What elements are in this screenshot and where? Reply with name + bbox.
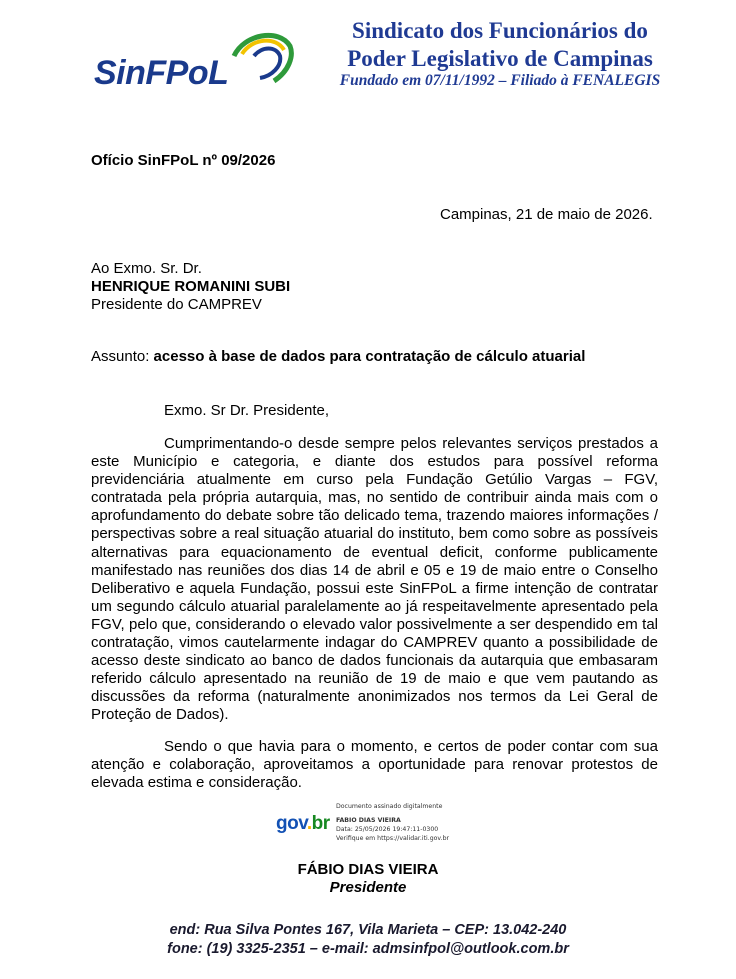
paragraph-1-text: Cumprimentando-o desde sempre pelos relevantes serviços prestados a este Município e categoria, e diante dos estudos para possível reforma previdenciária atualmente em curso pela Fundação Getúlio Vargas – FGV, contratada pela própria autarquia, mas, no sentido de contribuir ainda mais com o aprofundamento do debate sobre tão delicado tema, trazendo maiores informações / perspectivas sobre a real situação atuarial do instituto, bem como sobre as possíveis alternativas para equacionamento de eventual deficit, conforme publicamente manifestado nas reuniões dos dias 14 de abril e 05 e 19 de maio entre o Conselho Deliberativo e aquela Fundação, possui este SinFPoL a firme intenção de contratar um segundo cálculo atuarial paralelamente ao já respeitavelmente apresentado pela FGV, pelo que, considerando o elevado valor possivelmente a ser despendido em tal contratação, vimos cautelarmente indagar do CAMPREV quanto a possibilidade de acesso deste sindicato ao banco de dados funcionais da autarquia que embasaram referido cálculo apresentado na reunião de 19 de maio e que vem pautando as discussões da reforma (naturalmente anonimizados nos termos da Lei Geral de Proteção de Dados). [91,435,658,724]
signature-name: FÁBIO DIAS VIEIRA [297,861,439,878]
footer-address: end: Rua Silva Pontes 167, Vila Marieta – CEP: 13.042-240 [169,922,567,938]
subject-label: Assunto: [91,348,154,365]
sinfpol-logo [94,26,294,92]
org-name-line1: Sindicato dos Funcionários do [352,18,648,43]
govbr-logo: gov.br [276,813,330,834]
recipient-position: Presidente do CAMPREV [91,296,262,313]
stamp-heading: Documento assinado digitalmente [336,803,443,810]
org-founded-line: Fundado em 07/11/1992 – Filiado à FENALEGIS [339,72,661,89]
letter-paragraph-2 [91,738,658,792]
letter-greeting: Exmo. Sr Dr. Presidente, [164,402,330,419]
signature-title: Presidente [329,879,407,896]
recipient-salutation: Ao Exmo. Sr. Dr. [91,260,202,277]
letter-paragraph-1 [91,435,658,725]
footer-contact: fone: (19) 3325-2351 – e-mail: admsinfpol@outlook.com.br [167,941,569,957]
stamp-verify-link[interactable]: Verifique em https://validar.iti.gov.br [336,835,450,842]
org-name-line2: Poder Legislativo de Campinas [347,46,653,71]
logo-wordmark: SinFPoL [94,54,229,92]
letter-reference: Ofício SinFPoL nº 09/2026 [91,152,276,169]
letter-date: Campinas, 21 de maio de 2026. [440,206,653,223]
paragraph-2-text: Sendo o que havia para o momento, e certos de poder contar com sua atenção e colaboração, aproveitamos a oportunidade para renovar protestos de elevada estima e consideração. [91,738,658,792]
recipient-name: HENRIQUE ROMANINI SUBI [91,278,291,295]
digital-signature-stamp [276,801,476,851]
stamp-timestamp: Data: 25/05/2026 19:47:11-0300 [336,826,439,833]
letter-subject [91,347,585,366]
subject-text: acesso à base de dados para contratação de cálculo atuarial [153,348,586,365]
stamp-signer: FABIO DIAS VIEIRA [336,817,401,824]
